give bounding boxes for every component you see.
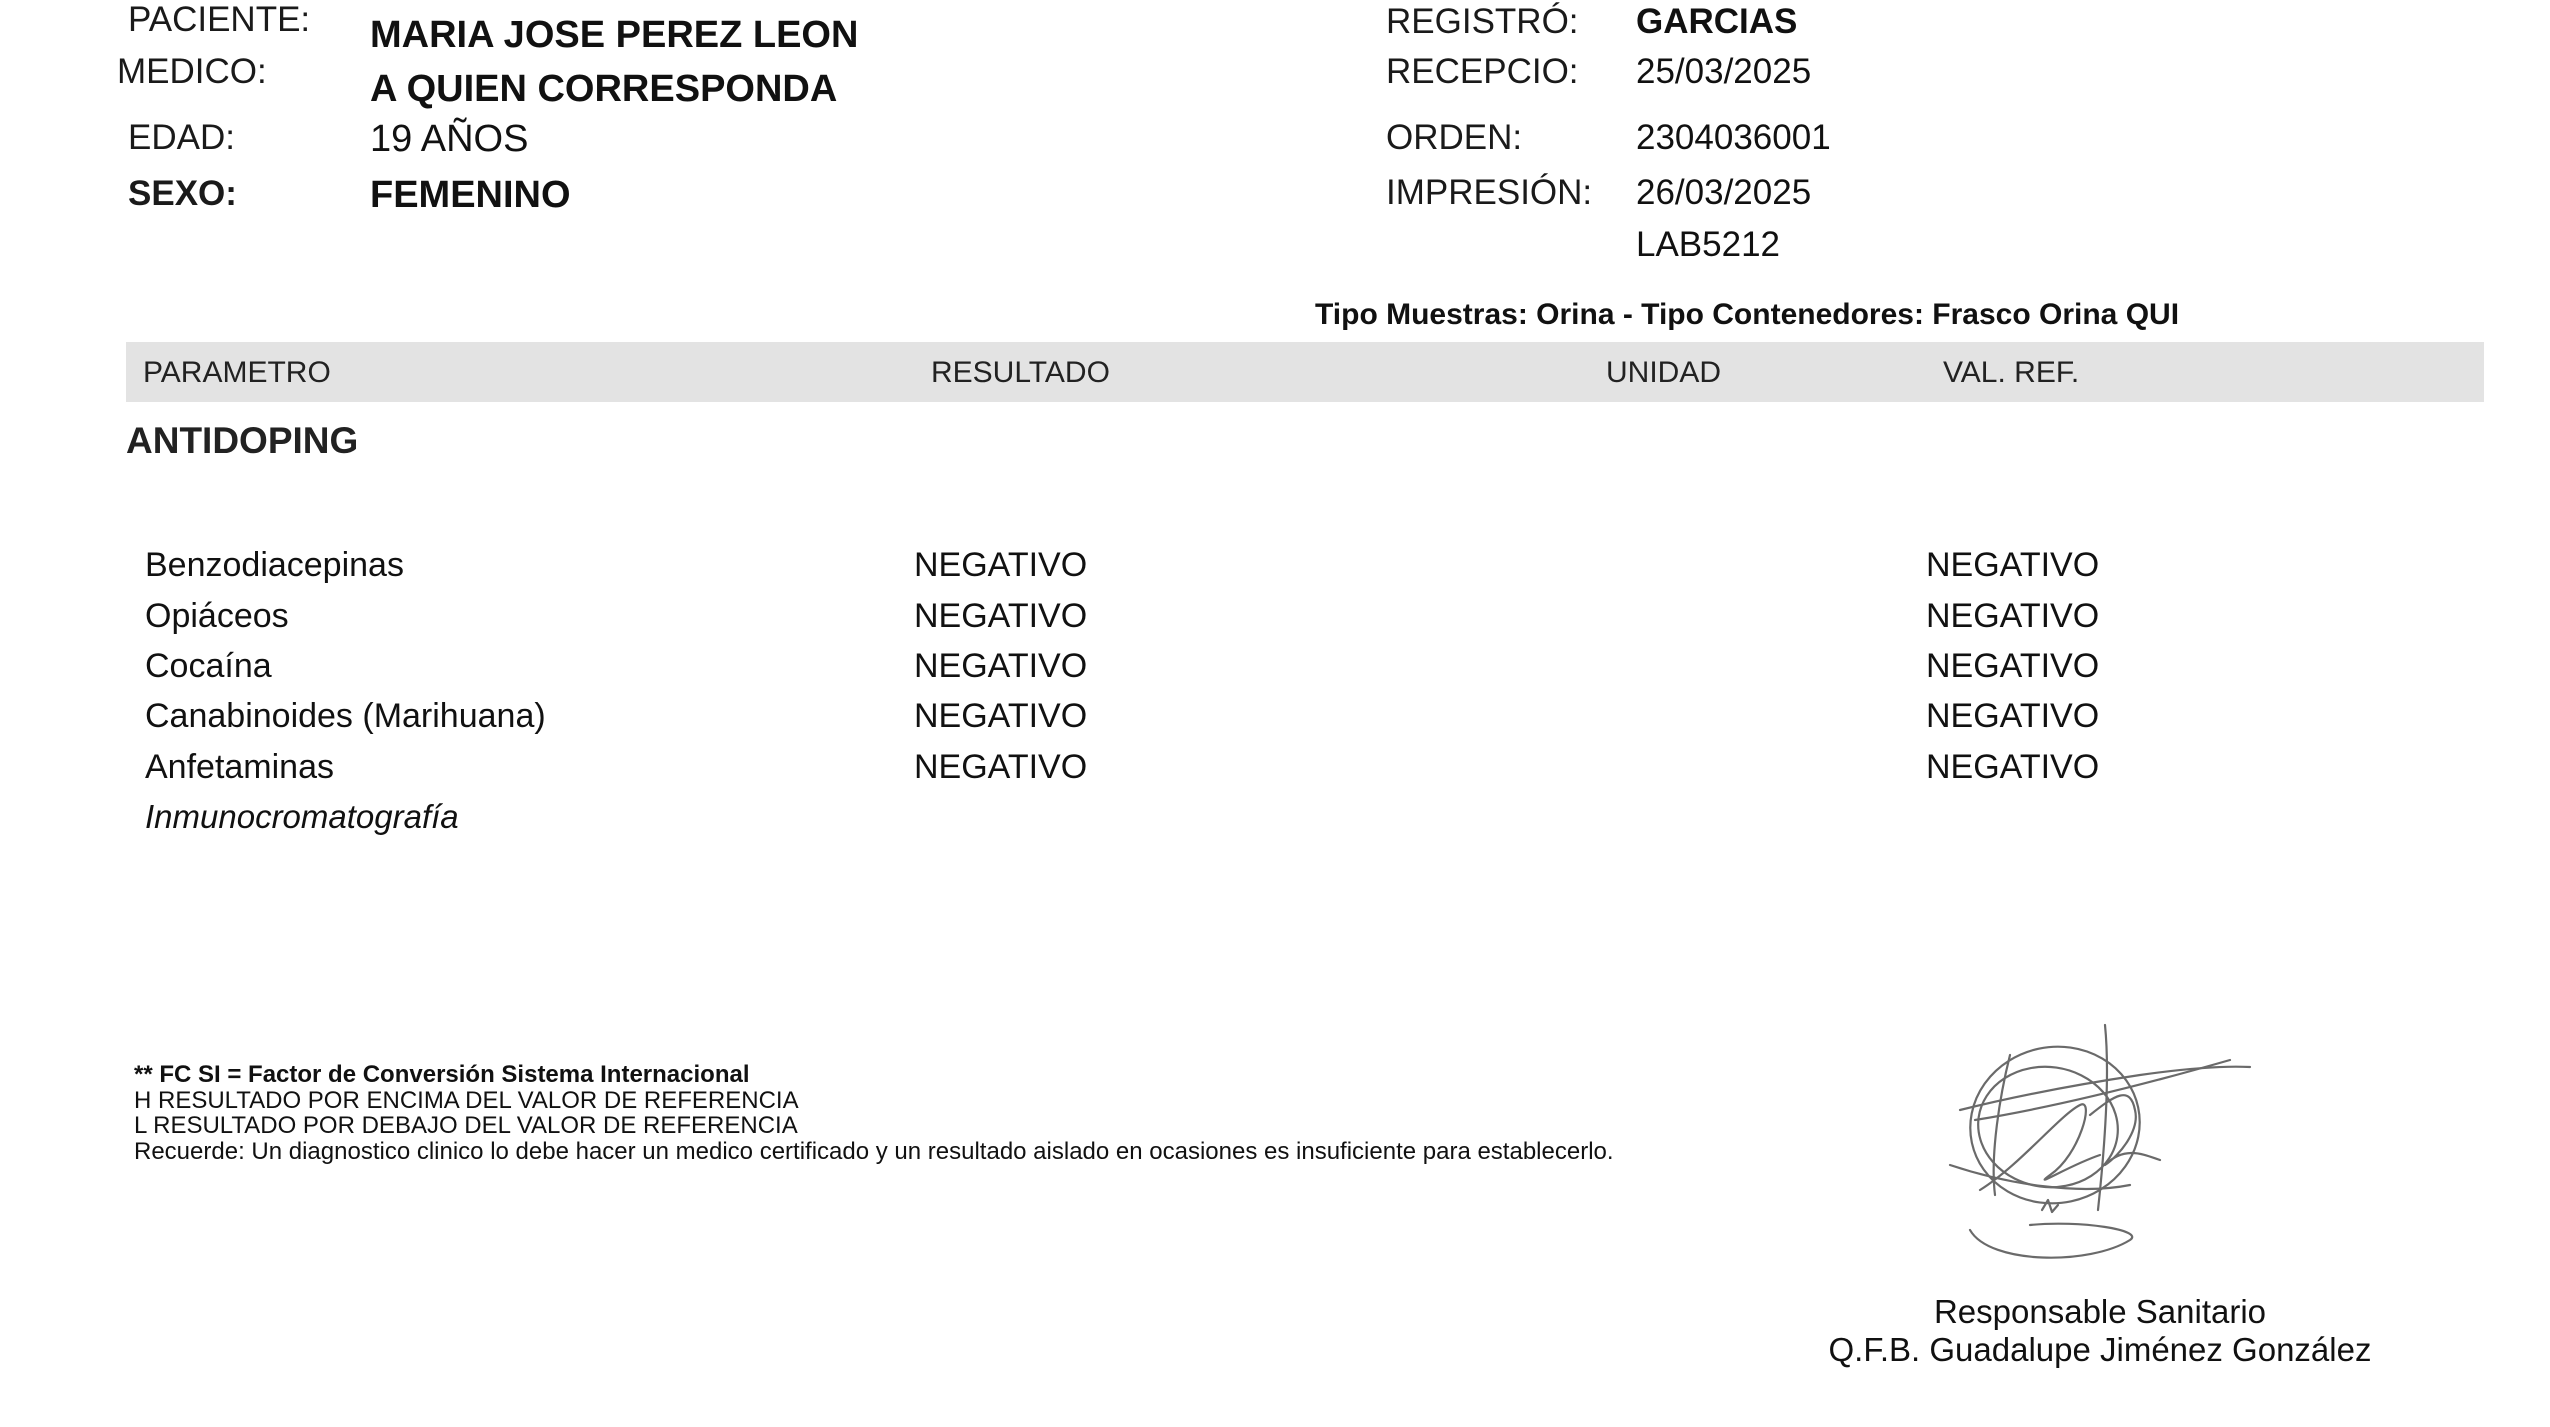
row-val-ref: NEGATIVO (1926, 748, 2100, 786)
orden-label: ORDEN: (1386, 118, 1523, 157)
footnote-h: H RESULTADO POR ENCIMA DEL VALOR DE REFERENCIA (134, 1087, 799, 1114)
signature-name: Q.F.B. Guadalupe Jiménez González (1828, 1331, 2372, 1368)
footnote-reminder: Recuerde: Un diagnostico clinico lo debe hacer un medico certificado y un resultado aislado en ocasiones es insuficiente para establecerlo. (134, 1138, 1614, 1165)
medico-label: MEDICO: (117, 52, 267, 91)
row-val-ref: NEGATIVO (1926, 697, 2100, 735)
table-header (126, 342, 2484, 402)
paciente-value: MARIA JOSE PEREZ LEON (370, 14, 859, 56)
edad-label: EDAD: (128, 118, 235, 157)
row-val-ref: NEGATIVO (1926, 597, 2100, 635)
header-resultado: RESULTADO (931, 356, 1110, 389)
edad-value: 19 AÑOS (370, 118, 529, 160)
row-resultado: NEGATIVO (914, 546, 1088, 584)
header-parametro: PARAMETRO (143, 356, 331, 389)
row-resultado: NEGATIVO (914, 647, 1088, 685)
signature-image (1930, 1015, 2260, 1265)
lab-code: LAB5212 (1636, 225, 1781, 264)
header-val-ref: VAL. REF. (1943, 356, 2080, 389)
recepcio-value: 25/03/2025 (1636, 52, 1812, 91)
paciente-label: PACIENTE: (128, 0, 311, 39)
registro-label: REGISTRÓ: (1386, 2, 1579, 41)
row-parametro: Cocaína (145, 647, 272, 685)
recepcio-label: RECEPCIO: (1386, 52, 1579, 91)
method-note: Inmunocromatografía (145, 798, 459, 835)
row-parametro: Anfetaminas (145, 748, 334, 786)
footnote-fc-si: ** FC SI = Factor de Conversión Sistema Internacional (134, 1061, 750, 1088)
section-title: ANTIDOPING (126, 420, 359, 461)
row-parametro: Canabinoides (Marihuana) (145, 697, 546, 735)
row-val-ref: NEGATIVO (1926, 647, 2100, 685)
row-parametro: Opiáceos (145, 597, 289, 635)
header-unidad: UNIDAD (1606, 356, 1722, 389)
medico-value: A QUIEN CORRESPONDA (370, 68, 838, 110)
registro-value: GARCIAS (1636, 2, 1798, 41)
orden-value: 2304036001 (1636, 118, 1831, 157)
sample-info: Tipo Muestras: Orina - Tipo Contenedores: Frasco Orina QUI (1315, 298, 2180, 331)
row-parametro: Benzodiacepinas (145, 546, 404, 584)
row-resultado: NEGATIVO (914, 697, 1088, 735)
sexo-label: SEXO: (128, 174, 237, 213)
impresion-value: 26/03/2025 (1636, 173, 1812, 212)
row-resultado: NEGATIVO (914, 597, 1088, 635)
footnote-l: L RESULTADO POR DEBAJO DEL VALOR DE REFERENCIA (134, 1112, 798, 1139)
sexo-value: FEMENINO (370, 174, 571, 216)
row-resultado: NEGATIVO (914, 748, 1088, 786)
signature-title: Responsable Sanitario (1933, 1293, 2267, 1330)
impresion-label: IMPRESIÓN: (1386, 173, 1593, 212)
row-val-ref: NEGATIVO (1926, 546, 2100, 584)
